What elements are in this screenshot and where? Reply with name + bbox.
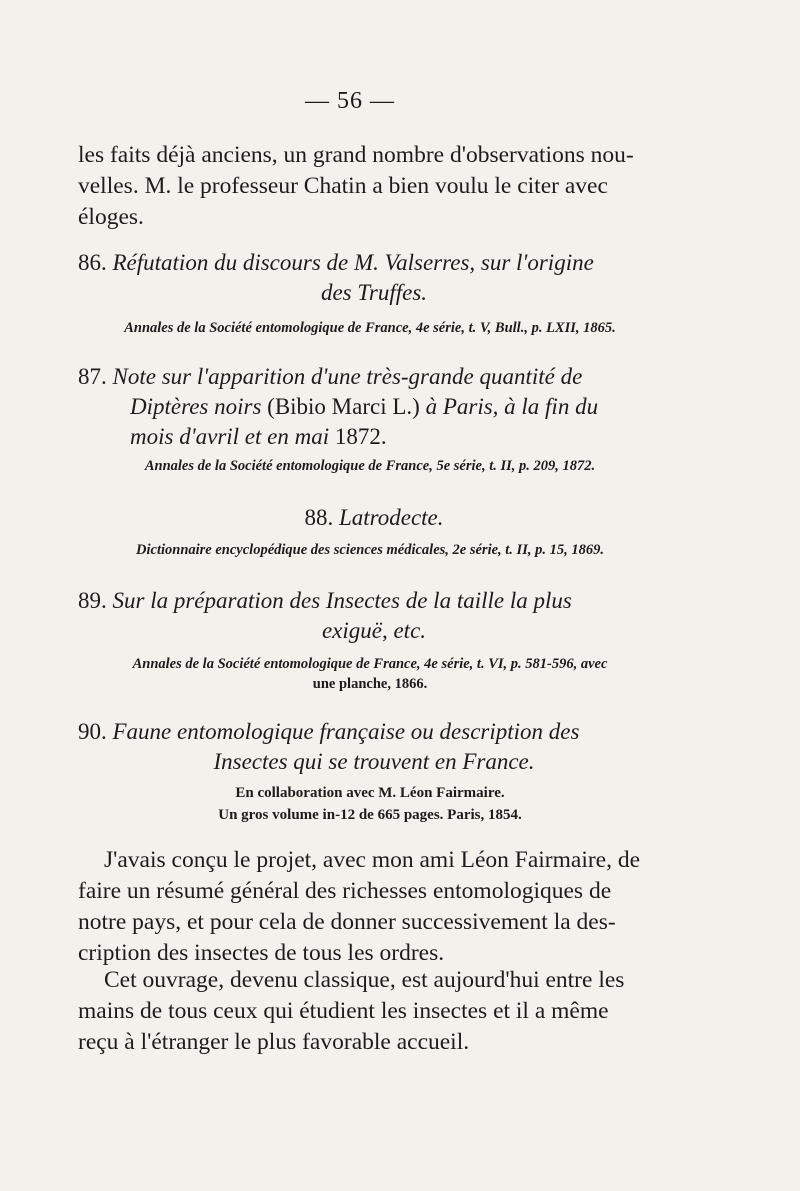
entry-title-text: mois d'avril et en mai (130, 424, 330, 449)
intro-line: les faits déjà anciens, un grand nombre d'observations nou- (78, 142, 634, 168)
entry-title-text: Latrodecte. (338, 505, 444, 530)
entry-title-text: Insectes qui se trouvent en France. (213, 749, 535, 774)
closing-line: faire un résumé général des richesses entomologiques de (78, 878, 612, 904)
entry-87-title (78, 362, 670, 452)
entry-number: 87. (78, 364, 107, 389)
entry-87-citation (60, 456, 680, 476)
entry-89-citation (60, 654, 680, 694)
entry-title-text: des Truffes. (320, 280, 428, 305)
closing-line: J'avais conçu le projet, avec mon ami Léon Fairmaire, de (104, 847, 641, 873)
entry-86-title (78, 248, 670, 308)
entry-number: 89. (78, 588, 107, 613)
entry-title-text: Note sur l'apparition d'une très-grande quantité de (112, 364, 583, 389)
entry-88-title (78, 503, 670, 533)
entry-90-title (78, 717, 670, 777)
entry-title-text: 1872. (334, 424, 387, 449)
closing-line: mains de tous ceux qui étudient les insectes et il a même (78, 998, 609, 1024)
citation-line: Annales de la Société entomologique de France, 4e série, t. V, Bull., p. LXII, 1865. (124, 320, 616, 336)
citation-line: Dictionnaire encyclopédique des sciences médicales, 2e série, t. II, p. 15, 1869. (136, 542, 604, 558)
closing-paragraph-2 (78, 965, 672, 1058)
entry-title-text: Diptères noirs (130, 394, 262, 419)
intro-line: éloges. (78, 204, 144, 230)
entry-title-text: Sur la préparation des Insectes de la taille la plus (112, 588, 572, 613)
entry-title-text: exiguë, etc. (321, 618, 427, 643)
citation-line: En collaboration avec M. Léon Fairmaire. (235, 785, 505, 801)
entry-86-citation (60, 318, 680, 338)
page-number: — 56 — (305, 88, 395, 114)
citation-line: Un gros volume in-12 de 665 pages. Paris, 1854. (218, 807, 522, 823)
citation-line: Annales de la Société entomologique de France, 5e série, t. II, p. 209, 1872. (144, 458, 596, 474)
entry-number: 88. (304, 505, 334, 530)
closing-line: notre pays, et pour cela de donner successivement la des- (78, 909, 616, 935)
closing-line: reçu à l'étranger le plus favorable accueil. (78, 1029, 470, 1055)
intro-line: velles. M. le professeur Chatin a bien voulu le citer avec (78, 173, 608, 199)
entry-title-text: à Paris, à la fin du (425, 394, 599, 419)
closing-line: cription des insectes de tous les ordres. (78, 940, 445, 966)
entry-title-text: Faune entomologique française ou description des (112, 719, 580, 744)
entry-88-citation (60, 540, 680, 560)
closing-paragraph-1 (78, 845, 672, 969)
entry-title-text: Réfutation du discours de M. Valserres, sur l'origine (112, 250, 594, 275)
entry-number: 86. (78, 250, 107, 275)
citation-line: Annales de la Société entomologique de France, 4e série, t. VI, p. 581-596, avec (132, 656, 608, 672)
intro-paragraph (78, 140, 670, 233)
closing-line: Cet ouvrage, devenu classique, est aujourd'hui entre les (104, 967, 625, 993)
entry-title-text: (Bibio Marci L.) (267, 394, 420, 419)
entry-number: 90. (78, 719, 107, 744)
citation-line: une planche, 1866. (312, 676, 428, 692)
entry-90-citation (60, 782, 680, 826)
entry-89-title (78, 586, 670, 646)
